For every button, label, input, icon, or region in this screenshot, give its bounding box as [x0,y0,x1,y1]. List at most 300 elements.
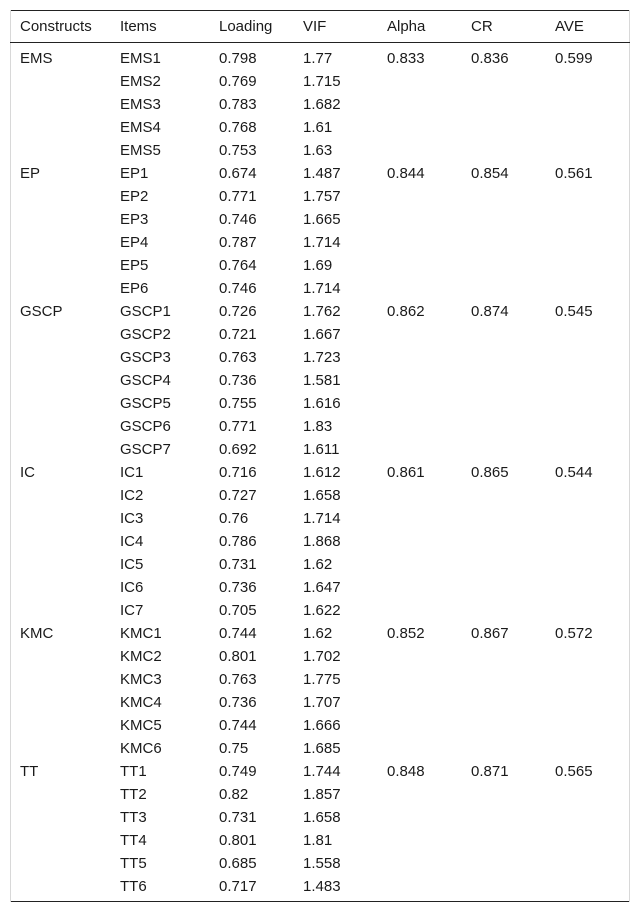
loading-cell: 0.763 [219,671,257,688]
ave-cell [545,438,630,461]
loading-cell: 0.75 [219,740,249,757]
construct-cell [10,208,110,231]
loading-cell: 0.726 [219,303,257,320]
cr-cell [461,139,545,162]
vif-cell: 1.714 [303,234,341,251]
loading-cell: 0.783 [219,96,257,113]
loading-cell: 0.801 [219,648,257,665]
construct-cell [10,392,110,415]
vif-cell: 1.647 [303,579,341,596]
construct-cell [10,415,110,438]
cr-cell [461,576,545,599]
item-cell: EMS4 [120,119,161,136]
item-cell: GSCP5 [120,395,171,412]
item-cell: KMC1 [120,625,162,642]
vif-cell: 1.612 [303,464,341,481]
cr-cell [461,392,545,415]
loading-cell: 0.692 [219,441,257,458]
table-row [10,875,630,902]
alpha-cell [377,415,461,438]
cr-cell [461,116,545,139]
construct-cell [10,231,110,254]
alpha-cell [377,852,461,875]
ave-cell [545,829,630,852]
ave-cell [545,116,630,139]
cr-cell [461,714,545,737]
ave-cell [545,70,630,93]
loading-cell: 0.768 [219,119,257,136]
ave-cell [545,714,630,737]
item-cell: IC3 [120,510,144,527]
item-cell: EMS3 [120,96,161,113]
vif-cell: 1.682 [303,96,341,113]
construct-cell [10,852,110,875]
ave-cell: 0.572 [555,625,593,642]
construct-cell: KMC [20,625,54,642]
cr-cell [461,93,545,116]
construct-cell [10,645,110,668]
construct-cell [10,277,110,300]
construct-cell [10,116,110,139]
cr-cell [461,254,545,277]
ave-cell [545,852,630,875]
ave-cell [545,576,630,599]
vif-cell: 1.622 [303,602,341,619]
loading-cell: 0.685 [219,855,257,872]
loading-cell: 0.736 [219,694,257,711]
ave-cell [545,323,630,346]
cr-cell [461,668,545,691]
construct-cell [10,484,110,507]
table-row [10,277,630,300]
loading-cell: 0.674 [219,165,257,182]
table-row [10,392,630,415]
table-row [10,806,630,829]
ave-cell [545,392,630,415]
item-cell: EP4 [120,234,149,251]
loading-cell: 0.763 [219,349,257,366]
item-cell: TT3 [120,809,147,826]
construct-cell [10,369,110,392]
item-cell: GSCP1 [120,303,171,320]
loading-cell: 0.731 [219,809,257,826]
loading-cell: 0.705 [219,602,257,619]
ave-cell [545,254,630,277]
alpha-cell [377,392,461,415]
alpha-cell [377,346,461,369]
item-cell: KMC2 [120,648,162,665]
ave-cell [545,806,630,829]
cr-cell [461,231,545,254]
table-row [10,484,630,507]
construct-cell [10,139,110,162]
cr-cell [461,185,545,208]
table-row [10,507,630,530]
header-row [10,10,630,43]
vif-cell: 1.658 [303,487,341,504]
construct-cell: EMS [20,50,53,67]
vif-cell: 1.714 [303,280,341,297]
ave-cell [545,139,630,162]
vif-cell: 1.83 [303,418,333,435]
table-row [10,43,630,71]
alpha-cell [377,139,461,162]
table-row [10,231,630,254]
ave-cell [545,737,630,760]
ave-cell [545,599,630,622]
header-constructs: Constructs [10,10,110,43]
ave-cell [545,530,630,553]
construct-cell [10,507,110,530]
cr-cell [461,530,545,553]
vif-cell: 1.723 [303,349,341,366]
construct-cell [10,668,110,691]
cr-cell [461,208,545,231]
ave-cell: 0.599 [555,50,593,67]
ave-cell: 0.561 [555,165,593,182]
construct-cell [10,576,110,599]
alpha-cell [377,323,461,346]
ave-cell [545,208,630,231]
loading-cell: 0.769 [219,73,257,90]
vif-cell: 1.868 [303,533,341,550]
item-cell: TT4 [120,832,147,849]
alpha-cell [377,714,461,737]
vif-cell: 1.483 [303,878,341,895]
ave-cell [545,553,630,576]
cr-cell: 0.865 [471,464,509,481]
loading-cell: 0.798 [219,50,257,67]
vif-cell: 1.487 [303,165,341,182]
loading-cell: 0.764 [219,257,257,274]
alpha-cell: 0.862 [387,303,425,320]
vif-cell: 1.611 [303,441,340,458]
vif-cell: 1.702 [303,648,341,665]
item-cell: EMS5 [120,142,161,159]
item-cell: GSCP3 [120,349,171,366]
ave-cell [545,231,630,254]
table-row [10,254,630,277]
cr-cell [461,691,545,714]
ave-cell: 0.545 [555,303,593,320]
table-row [10,668,630,691]
construct-cell [10,254,110,277]
vif-cell: 1.714 [303,510,341,527]
loading-cell: 0.736 [219,372,257,389]
table-row [10,162,630,185]
item-cell: EP2 [120,188,149,205]
item-cell: EP1 [120,165,149,182]
construct-cell [10,714,110,737]
cr-cell [461,346,545,369]
construct-cell [10,530,110,553]
vif-cell: 1.77 [303,50,333,67]
vif-cell: 1.666 [303,717,341,734]
table-row [10,323,630,346]
ave-cell [545,415,630,438]
ave-cell: 0.565 [555,763,593,780]
alpha-cell [377,277,461,300]
vif-cell: 1.665 [303,211,341,228]
loading-cell: 0.746 [219,211,257,228]
ave-cell [545,369,630,392]
cr-cell [461,645,545,668]
vif-cell: 1.667 [303,326,341,343]
alpha-cell [377,829,461,852]
construct-cell [10,691,110,714]
item-cell: EMS2 [120,73,161,90]
vif-cell: 1.69 [303,257,333,274]
ave-cell [545,93,630,116]
ave-cell [545,783,630,806]
ave-cell [545,484,630,507]
vif-cell: 1.857 [303,786,341,803]
ave-cell [545,875,630,902]
construct-cell [10,70,110,93]
cr-cell [461,599,545,622]
alpha-cell [377,645,461,668]
alpha-cell [377,691,461,714]
table-row [10,645,630,668]
cr-cell [461,507,545,530]
table-row [10,438,630,461]
alpha-cell [377,484,461,507]
cr-cell [461,438,545,461]
ave-cell: 0.544 [555,464,593,481]
loading-cell: 0.801 [219,832,257,849]
vif-cell: 1.581 [303,372,341,389]
table-row [10,576,630,599]
table-row [10,139,630,162]
alpha-cell: 0.852 [387,625,425,642]
cr-cell: 0.874 [471,303,509,320]
table-row [10,461,630,484]
item-cell: KMC4 [120,694,162,711]
table-row [10,300,630,323]
vif-cell: 1.757 [303,188,341,205]
vif-cell: 1.707 [303,694,341,711]
alpha-cell [377,576,461,599]
table-row [10,415,630,438]
alpha-cell: 0.848 [387,763,425,780]
cr-cell: 0.854 [471,165,509,182]
vif-cell: 1.744 [303,763,341,780]
table-row [10,346,630,369]
vif-cell: 1.616 [303,395,341,412]
header-loading: Loading [209,10,293,43]
item-cell: GSCP6 [120,418,171,435]
item-cell: IC2 [120,487,144,504]
header-alpha: Alpha [377,10,461,43]
item-cell: TT6 [120,878,147,895]
table-row [10,829,630,852]
cr-cell [461,806,545,829]
alpha-cell [377,806,461,829]
loading-cell: 0.753 [219,142,257,159]
vif-cell: 1.775 [303,671,341,688]
alpha-cell [377,668,461,691]
construct-cell: EP [20,165,41,182]
vif-cell: 1.658 [303,809,341,826]
construct-cell [10,806,110,829]
alpha-cell [377,783,461,806]
item-cell: IC7 [120,602,144,619]
item-cell: IC6 [120,579,144,596]
construct-cell [10,323,110,346]
cr-cell [461,369,545,392]
table-body [10,43,630,903]
loading-cell: 0.717 [219,878,257,895]
alpha-cell: 0.861 [387,464,425,481]
loading-cell: 0.716 [219,464,257,481]
vif-cell: 1.81 [303,832,333,849]
loading-cell: 0.786 [219,533,257,550]
ave-cell [545,277,630,300]
construct-cell [10,185,110,208]
item-cell: EMS1 [120,50,161,67]
alpha-cell [377,438,461,461]
vif-cell: 1.715 [303,73,341,90]
loading-cell: 0.744 [219,717,257,734]
loading-cell: 0.744 [219,625,257,642]
cr-cell [461,829,545,852]
table-row [10,783,630,806]
table-row [10,714,630,737]
alpha-cell [377,599,461,622]
table-row [10,93,630,116]
table-row [10,852,630,875]
alpha-cell [377,875,461,902]
item-cell: IC1 [120,464,144,481]
cr-cell [461,277,545,300]
header-ave: AVE [545,10,630,43]
construct-cell [10,553,110,576]
loading-cell: 0.731 [219,556,257,573]
construct-cell: IC [20,464,35,481]
item-cell: GSCP2 [120,326,171,343]
construct-cell [10,599,110,622]
construct-cell [10,737,110,760]
loading-cell: 0.771 [219,418,257,435]
vif-cell: 1.558 [303,855,341,872]
loading-cell: 0.721 [219,326,257,343]
table-row [10,622,630,645]
ave-cell [545,645,630,668]
cr-cell [461,783,545,806]
alpha-cell: 0.844 [387,165,425,182]
construct-cell: GSCP [20,303,63,320]
loading-cell: 0.755 [219,395,257,412]
table-row [10,116,630,139]
item-cell: KMC5 [120,717,162,734]
item-cell: EP3 [120,211,149,228]
loading-cell: 0.727 [219,487,257,504]
item-cell: TT5 [120,855,147,872]
table-row [10,185,630,208]
table-row [10,70,630,93]
construct-cell [10,783,110,806]
item-cell: IC4 [120,533,144,550]
header-items: Items [110,10,209,43]
alpha-cell [377,208,461,231]
cr-cell [461,553,545,576]
alpha-cell [377,231,461,254]
table-row [10,737,630,760]
table-row [10,691,630,714]
ave-cell [545,668,630,691]
loading-cell: 0.736 [219,579,257,596]
construct-cell: TT [20,763,39,780]
alpha-cell [377,530,461,553]
alpha-cell [377,254,461,277]
cr-cell [461,737,545,760]
cr-cell: 0.867 [471,625,509,642]
item-cell: EP6 [120,280,149,297]
vif-cell: 1.63 [303,142,333,159]
item-cell: KMC3 [120,671,162,688]
reliability-validity-table [10,10,630,902]
item-cell: KMC6 [120,740,162,757]
vif-cell: 1.762 [303,303,341,320]
ave-cell [545,691,630,714]
alpha-cell [377,737,461,760]
ave-cell [545,185,630,208]
ave-cell [545,507,630,530]
alpha-cell [377,185,461,208]
table-row [10,599,630,622]
alpha-cell [377,553,461,576]
table-row [10,760,630,783]
loading-cell: 0.746 [219,280,257,297]
table-row [10,553,630,576]
loading-cell: 0.82 [219,786,249,803]
cr-cell [461,415,545,438]
header-cr: CR [461,10,545,43]
cr-cell [461,875,545,902]
construct-cell [10,875,110,902]
header-vif: VIF [293,10,377,43]
alpha-cell [377,116,461,139]
construct-cell [10,438,110,461]
alpha-cell [377,93,461,116]
vif-cell: 1.62 [303,625,333,642]
loading-cell: 0.749 [219,763,257,780]
item-cell: GSCP4 [120,372,171,389]
loading-cell: 0.787 [219,234,257,251]
construct-cell [10,93,110,116]
item-cell: IC5 [120,556,144,573]
item-cell: TT2 [120,786,147,803]
alpha-cell [377,70,461,93]
vif-cell: 1.62 [303,556,333,573]
alpha-cell [377,507,461,530]
alpha-cell: 0.833 [387,50,425,67]
loading-cell: 0.771 [219,188,257,205]
cr-cell [461,484,545,507]
loading-cell: 0.76 [219,510,249,527]
item-cell: GSCP7 [120,441,171,458]
construct-cell [10,829,110,852]
cr-cell [461,852,545,875]
vif-cell: 1.61 [303,119,333,136]
cr-cell: 0.871 [471,763,509,780]
table-row [10,208,630,231]
item-cell: EP5 [120,257,149,274]
ave-cell [545,346,630,369]
cr-cell: 0.836 [471,50,509,67]
table-row [10,530,630,553]
table-row [10,369,630,392]
